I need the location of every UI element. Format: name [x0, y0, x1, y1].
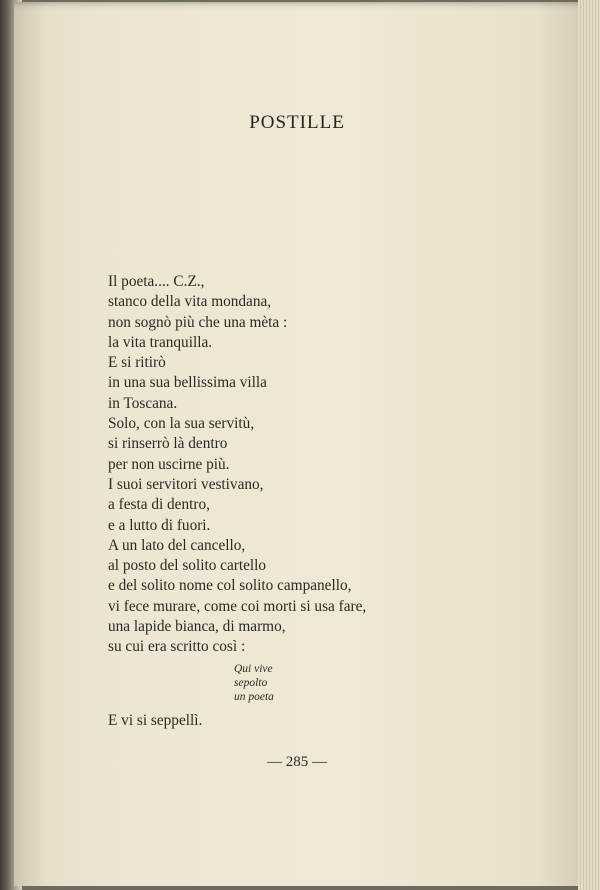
poem-line: Il poeta.... C.Z., — [108, 273, 205, 290]
epitaph — [234, 662, 274, 704]
poem-line: I suoi servitori vestivano, — [108, 475, 264, 493]
epitaph-line: sepolto — [234, 677, 268, 689]
page-edges — [578, 0, 600, 890]
poem-line: una lapide bianca, di marmo, — [108, 618, 286, 636]
poem-line: E si ritirò — [108, 354, 166, 372]
poem-line: in Toscana. — [108, 394, 178, 412]
page-title: POSTILLE — [249, 112, 345, 133]
poem-line: la vita tranquilla. — [108, 333, 213, 351]
poem-line: stanco della vita mondana, — [108, 293, 272, 311]
poem-line: su cui era scritto così : — [108, 638, 246, 656]
poem — [108, 272, 366, 658]
poem-line: a festa di dentro, — [108, 496, 210, 514]
poem-line: e a lutto di fuori. — [108, 516, 211, 534]
poem-line: vi fece murare, come coi morti si usa fare, — [108, 597, 367, 615]
poem-line: Solo, con la sua servitù, — [108, 415, 255, 433]
epitaph-line: Qui vive — [234, 663, 273, 675]
poem-line: in una sua bellissima villa — [108, 374, 267, 392]
poem-line: si rinserrò là dentro — [108, 435, 228, 453]
closing-line: E vi si seppellì. — [108, 712, 203, 729]
poem-line: A un lato del cancello, — [108, 536, 246, 554]
poem-line: per non uscirne più. — [108, 455, 230, 473]
book-page — [14, 2, 580, 886]
poem-line: non sognò più che una mèta : — [108, 313, 288, 331]
poem-line: e del solito nome col solito campanello, — [108, 577, 352, 595]
page-number: — 285 — — [267, 754, 327, 770]
epitaph-line: un poeta — [234, 691, 274, 703]
poem-line: al posto del solito cartello — [108, 557, 267, 575]
